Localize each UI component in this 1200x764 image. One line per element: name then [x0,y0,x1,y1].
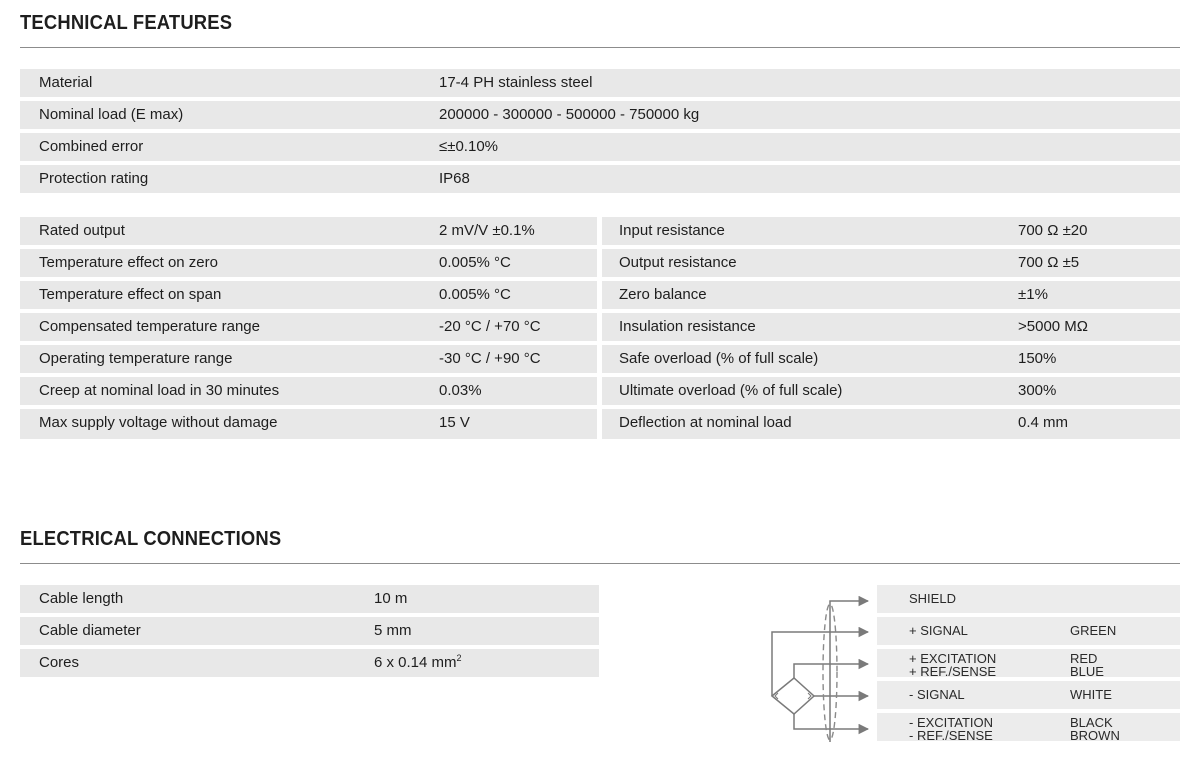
minus-excitation-wire [794,714,868,729]
spec-label: Temperature effect on zero [39,254,218,271]
spec-value: ≤±0.10% [439,138,498,155]
spec-value: 0.03% [439,382,482,399]
spec-value: 15 V [439,414,470,431]
electrical-connections-title: ELECTRICAL CONNECTIONS [20,528,282,550]
wire-signal-line-2: + REF./SENSE [909,664,997,679]
cable-cores-unit-superscript: 2 [456,653,462,663]
spec-label: Compensated temperature range [39,318,260,335]
spec-label: Deflection at nominal load [619,414,792,431]
spec-label: Ultimate overload (% of full scale) [619,382,843,399]
spec-value: -20 °C / +70 °C [439,318,541,335]
spec-label: Temperature effect on span [39,286,222,303]
spec-value: 0.4 mm [1018,414,1069,431]
spec-value: ±1% [1018,286,1048,303]
wire-signal-line-1: - EXCITATION [909,715,994,730]
spec-value: 0.005% °C [439,254,511,271]
plus-excitation-wire [794,664,868,678]
spec-label: Insulation resistance [619,318,756,335]
shield-wire [830,601,868,742]
cable-value: 5 mm [374,622,412,639]
wire-color-line-1: BLACK [1070,715,1113,730]
wire-color-line-2: BROWN [1070,728,1120,743]
spec-label: Protection rating [39,170,149,187]
wire-signal-label: - SIGNAL [909,687,965,702]
spec-label: Max supply voltage without damage [39,414,278,431]
wire-signal-label: + SIGNAL [909,623,968,638]
spec-value: 150% [1018,350,1057,367]
wire-color-line-1: RED [1070,651,1098,666]
wire-color-line-2: BLUE [1070,664,1104,679]
spec-label: Rated output [39,222,125,239]
wire-color-label: GREEN [1070,623,1117,638]
cable-value: 10 m [374,590,408,607]
spec-value: 17-4 PH stainless steel [439,74,593,91]
spec-label: Zero balance [619,286,707,303]
spec-value: 700 Ω ±20 [1018,222,1088,239]
wire-signal-label: SHIELD [909,591,956,606]
cable-label: Cores [39,654,80,671]
wire-color-label: WHITE [1070,687,1112,702]
spec-value: -30 °C / +90 °C [439,350,541,367]
spec-label: Safe overload (% of full scale) [619,350,819,367]
spec-label: Combined error [39,138,144,155]
spec-value: >5000 MΩ [1018,318,1089,335]
spec-value: 2 mV/V ±0.1% [439,222,535,239]
cable-label: Cable length [39,590,124,607]
wire-signal-line-2: - REF./SENSE [909,728,993,743]
spec-value: 700 Ω ±5 [1018,254,1080,271]
spec-value: 0.005% °C [439,286,511,303]
wiring-lines [772,601,868,742]
spec-label: Output resistance [619,254,737,271]
spec-label: Input resistance [619,222,725,239]
spec-value: 200000 - 300000 - 500000 - 750000 kg [439,106,700,123]
cable-cores-value: 6 x 0.14 mm [374,654,457,671]
bridge-resistor-marks [775,693,811,699]
spec-value: 300% [1018,382,1057,399]
wire-signal-line-1: + EXCITATION [909,651,997,666]
technical-features-title: TECHNICAL FEATURES [20,12,233,34]
spec-label: Nominal load (E max) [39,106,184,123]
cable-label: Cable diameter [39,622,141,639]
spec-label: Material [39,74,93,91]
spec-value: IP68 [439,170,470,187]
spec-label: Operating temperature range [39,350,233,367]
bridge-diamond [772,678,814,714]
spec-label: Creep at nominal load in 30 minutes [39,382,280,399]
